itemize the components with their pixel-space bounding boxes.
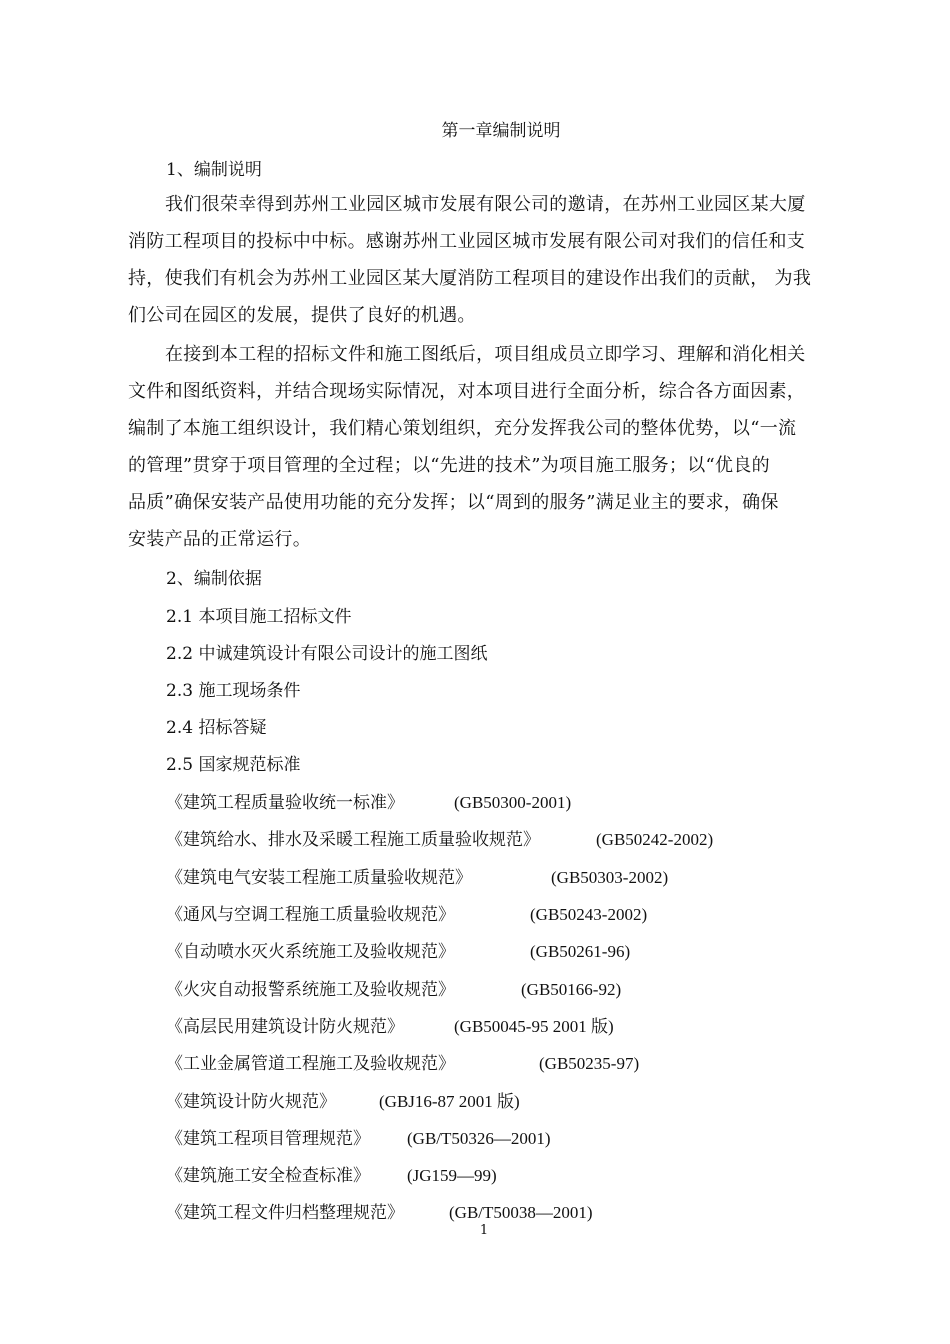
section1-paragraph-2 <box>128 336 838 558</box>
standard-code: (GBJ16-87 2001 版) <box>379 1092 520 1111</box>
standard-entry <box>166 1014 614 1040</box>
standard-name: 《建筑设计防火规范》 <box>166 1092 336 1112</box>
standard-code: (GB50166-92) <box>521 980 622 999</box>
standard-name: 《建筑工程项目管理规范》 <box>166 1129 370 1149</box>
basis-item: 2.2 中诚建筑设计有限公司设计的施工图纸 <box>166 644 488 664</box>
standard-code: (GB50242-2002) <box>596 830 714 849</box>
paragraph-line: 编制了本施工组织设计，我们精心策划组织，充分发挥我公司的整体优势，以“一流 <box>128 418 797 439</box>
standard-code: (GB50235-97) <box>539 1054 640 1073</box>
standard-name: 《通风与空调工程施工质量验收规范》 <box>166 905 455 925</box>
standard-entry <box>166 1163 497 1189</box>
standard-entry <box>166 1126 551 1152</box>
standard-entry <box>166 865 669 891</box>
standard-name: 《高层民用建筑设计防火规范》 <box>166 1017 404 1037</box>
section2-heading: 2、编制依据 <box>166 569 262 589</box>
basis-item: 2.3 施工现场条件 <box>166 681 301 701</box>
standard-code: (GB50261-96) <box>530 942 631 961</box>
standard-code: (GB50045-95 2001 版) <box>454 1017 614 1036</box>
standard-name: 《建筑给水、排水及采暖工程施工质量验收规范》 <box>166 830 540 850</box>
basis-item: 2.1 本项目施工招标文件 <box>166 607 352 627</box>
standard-entry <box>166 902 648 928</box>
standard-name: 《建筑工程质量验收统一标准》 <box>166 793 404 813</box>
standard-entry <box>166 1089 520 1115</box>
standard-code: (GB/T50326—2001) <box>407 1129 551 1148</box>
paragraph-line: 文件和图纸资料，并结合现场实际情况，对本项目进行全面分析，综合各方面因素， <box>128 381 806 402</box>
standard-entry <box>166 790 572 816</box>
paragraph-line: 持，使我们有机会为苏州工业园区某大厦消防工程项目的建设作出我们的贡献， 为我 <box>128 268 812 289</box>
chapter-title: 第一章编制说明 <box>441 121 561 141</box>
standard-name: 《建筑工程文件归档整理规范》 <box>166 1203 404 1223</box>
section1-heading: 1、编制说明 <box>166 160 262 180</box>
standard-code: (JG159—99) <box>407 1166 497 1185</box>
standard-entry <box>166 977 622 1003</box>
standard-code: (GB50303-2002) <box>551 868 669 887</box>
basis-item: 2.5 国家规范标准 <box>166 755 301 775</box>
basis-item: 2.4 招标答疑 <box>166 718 267 738</box>
standard-name: 《火灾自动报警系统施工及验收规范》 <box>166 980 455 1000</box>
standard-name: 《工业金属管道工程施工及验收规范》 <box>166 1054 455 1074</box>
paragraph-line: 我们很荣幸得到苏州工业园区城市发展有限公司的邀请，在苏州工业园区某大厦 <box>165 194 806 215</box>
standard-name: 《自动喷水灭火系统施工及验收规范》 <box>166 942 455 962</box>
standard-entry <box>166 1051 640 1077</box>
standard-entry <box>166 827 714 853</box>
standard-code: (GB50243-2002) <box>530 905 648 924</box>
paragraph-line: 安装产品的正常运行。 <box>128 529 311 550</box>
paragraph-line: 消防工程项目的投标中中标。感谢苏州工业园区城市发展有限公司对我们的信任和支 <box>128 231 806 252</box>
standard-code: (GB50300-2001) <box>454 793 572 812</box>
standard-entry <box>166 939 631 965</box>
paragraph-line: 的管理”贯穿于项目管理的全过程；以“先进的技术”为项目施工服务；以“优良的 <box>128 455 770 476</box>
standard-code: (GB/T50038—2001) <box>449 1203 593 1222</box>
standard-name: 《建筑施工安全检查标准》 <box>166 1166 370 1186</box>
paragraph-line: 们公司在园区的发展，提供了良好的机遇。 <box>128 305 476 326</box>
paragraph-line: 品质”确保安装产品使用功能的充分发挥；以“周到的服务”满足业主的要求，确保 <box>128 492 779 513</box>
page-number: 1 <box>479 1223 489 1238</box>
section1-paragraph-1 <box>128 186 838 334</box>
paragraph-line: 在接到本工程的招标文件和施工图纸后，项目组成员立即学习、理解和消化相关 <box>165 344 806 365</box>
standard-name: 《建筑电气安装工程施工质量验收规范》 <box>166 868 472 888</box>
